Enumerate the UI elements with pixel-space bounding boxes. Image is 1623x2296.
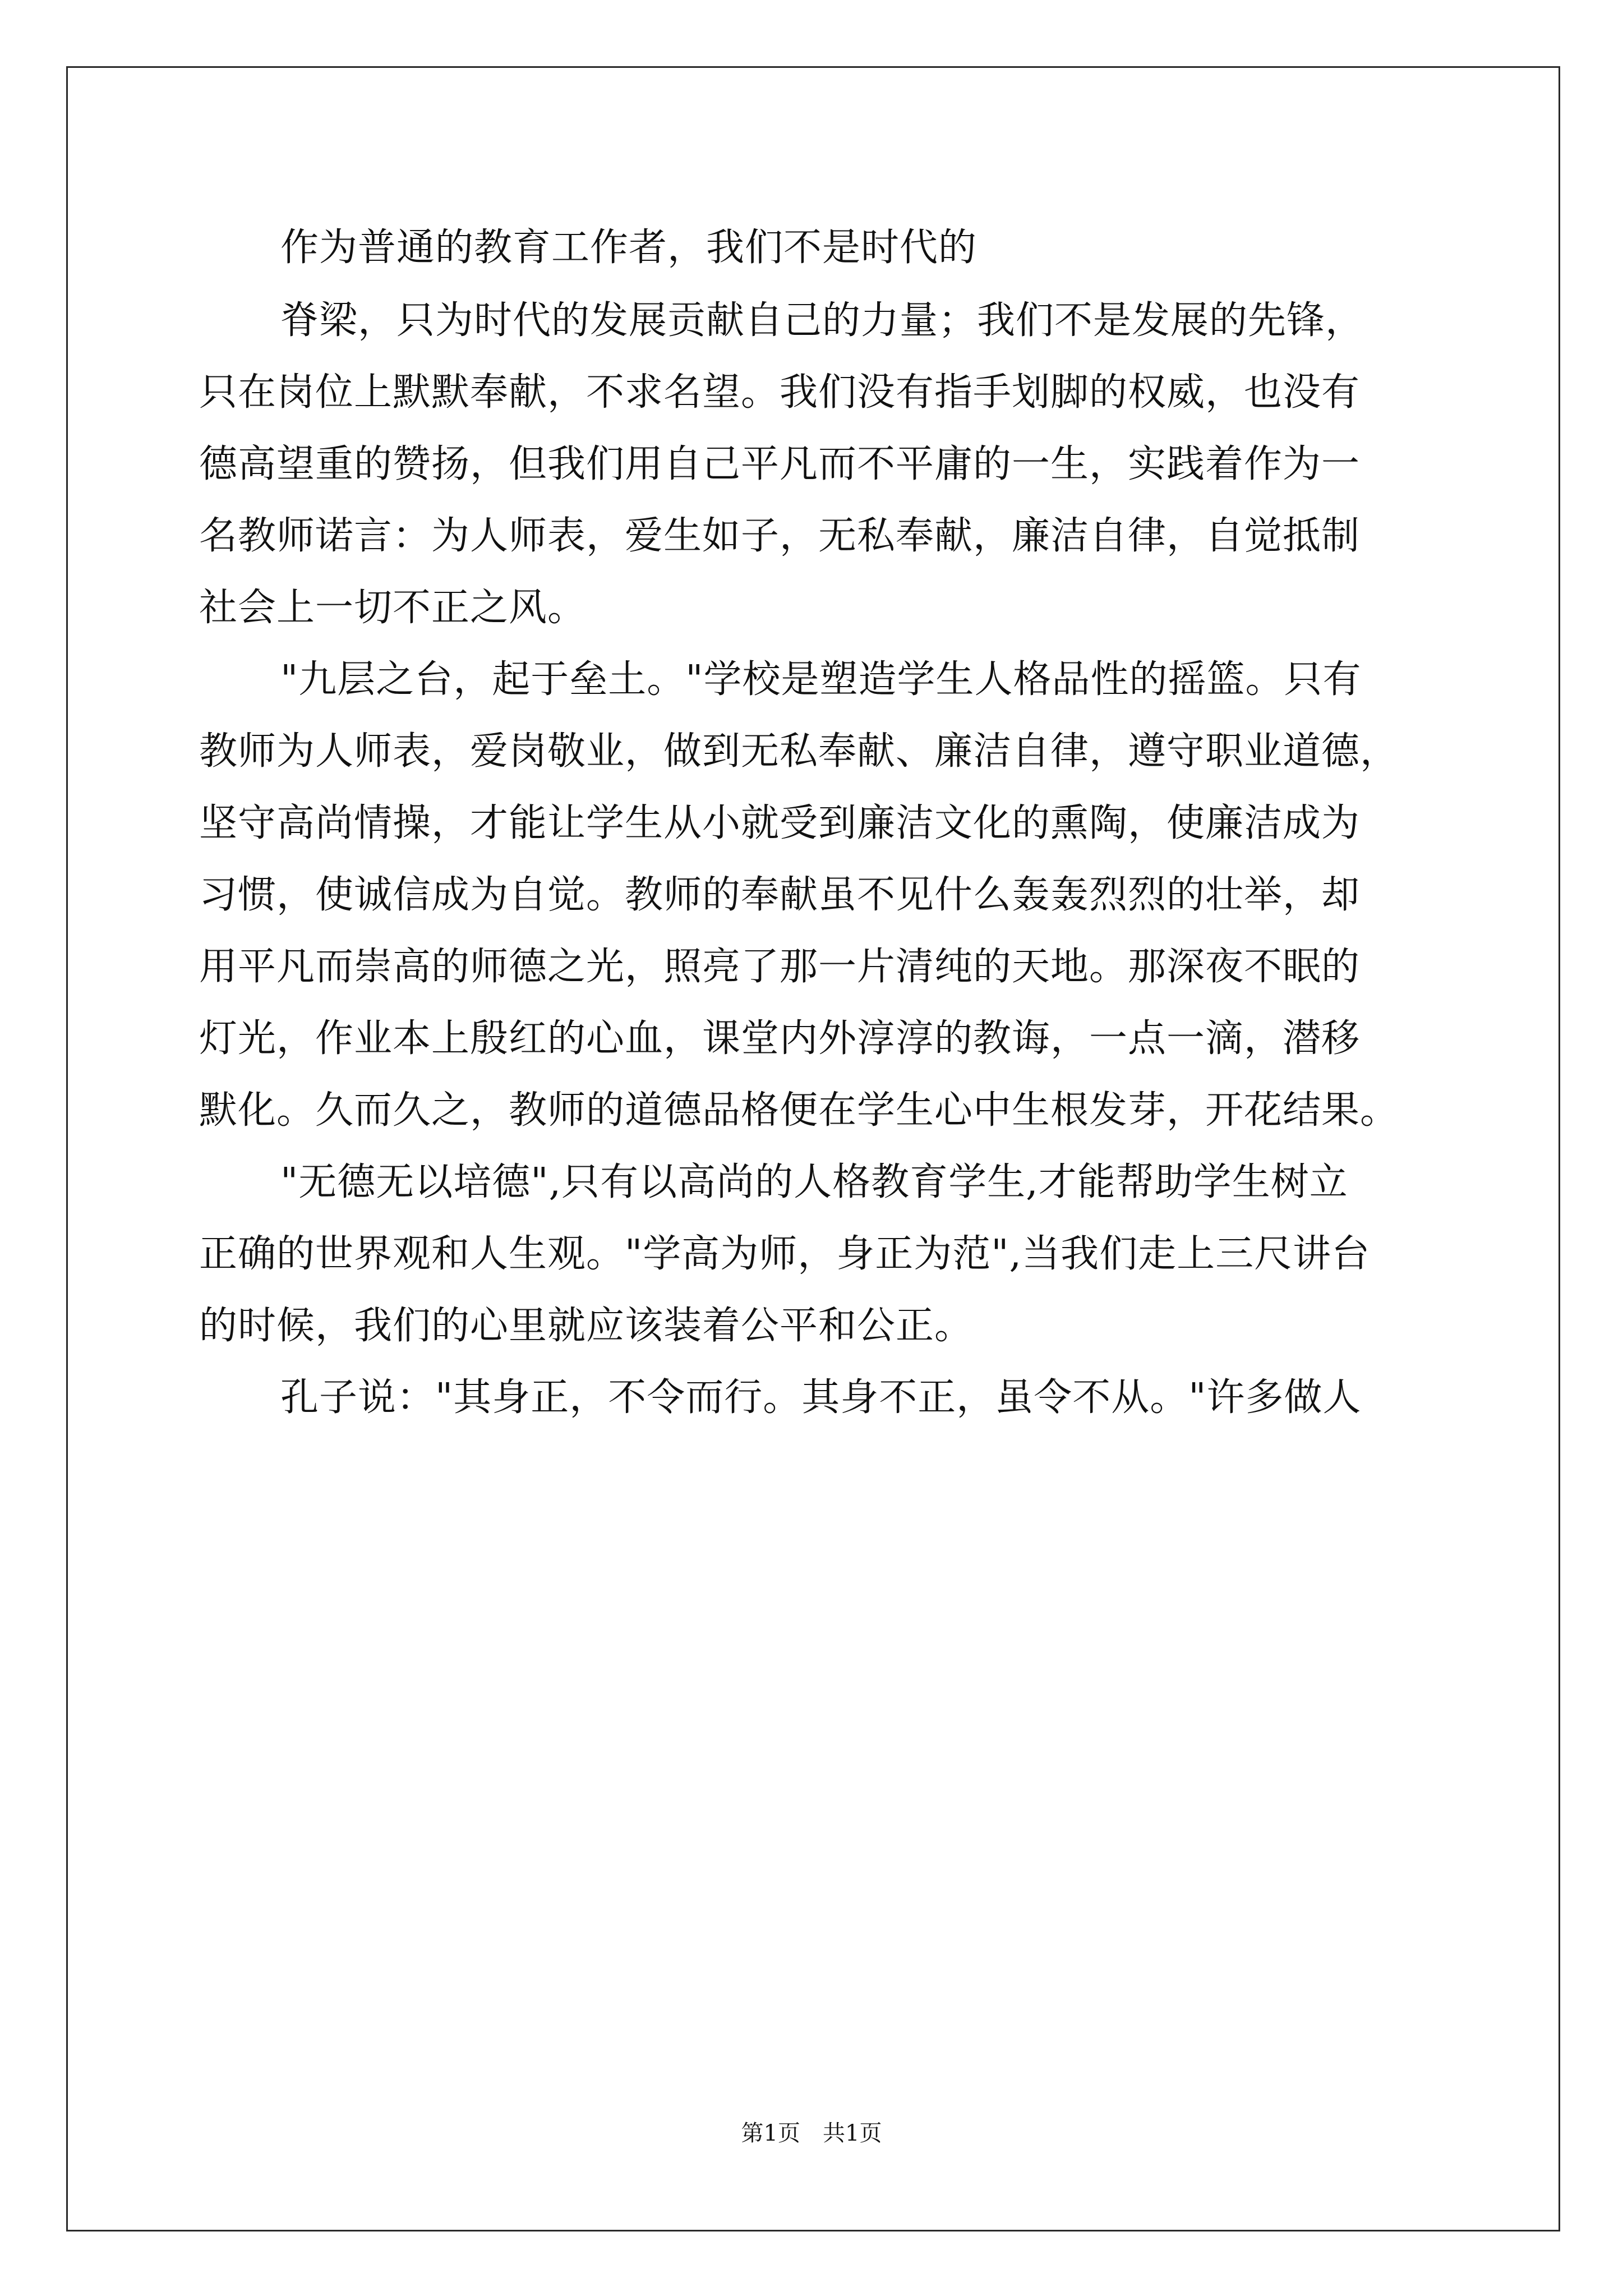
paragraph-3-line-4: 习惯，使诚信成为自觉。教师的奉献虽不见什么轰轰烈烈的壮举，却 <box>199 873 1361 917</box>
paragraph-4-line-2: 正确的世界观和人生观。"学高为师，身正为范",当我们走上三尺讲台 <box>199 1232 1371 1276</box>
paragraph-2-line-1: 脊梁，只为时代的发展贡献自己的力量；我们不是发展的先锋， <box>280 298 1364 343</box>
paragraph-3-line-7: 默化。久而久之，教师的道德品格便在学生心中生根发芽，开花结果。 <box>199 1088 1399 1133</box>
paragraph-3-line-2: 教师为人师表，爱岗敬业，做到无私奉献、廉洁自律，遵守职业道德， <box>199 729 1399 774</box>
paragraph-4-line-1: "无德无以培德",只有以高尚的人格教育学生,才能帮助学生树立 <box>280 1160 1348 1204</box>
paragraph-3-line-1: "九层之台，起于垒土。"学校是塑造学生人格品性的摇篮。只有 <box>280 657 1362 702</box>
paragraph-5-line-1: 孔子说："其身正，不令而行。其身不正，虽令不从。"许多做人 <box>280 1375 1362 1420</box>
paragraph-3-line-6: 灯光，作业本上殷红的心血，课堂内外淳淳的教诲，一点一滴，潜移 <box>199 1016 1361 1061</box>
paragraph-2-line-3: 德高望重的赞扬，但我们用自己平凡而不平庸的一生，实践着作为一 <box>199 442 1361 486</box>
page-number-footer: 第1页 共1页 <box>741 2120 882 2146</box>
paragraph-2-line-2: 只在岗位上默默奉献，不求名望。我们没有指手划脚的权威，也没有 <box>199 370 1361 415</box>
paragraph-2-line-4: 名教师诺言：为人师表，爱生如子，无私奉献，廉洁自律，自觉抵制 <box>199 514 1361 558</box>
paragraph-3-line-3: 坚守高尚情操，才能让学生从小就受到廉洁文化的熏陶，使廉洁成为 <box>199 801 1361 845</box>
paragraph-2-line-5: 社会上一切不正之风。 <box>199 586 587 630</box>
paragraph-3-line-5: 用平凡而崇高的师德之光，照亮了那一片清纯的天地。那深夜不眠的 <box>199 945 1361 989</box>
paragraph-1-line-1: 作为普通的教育工作者，我们不是时代的 <box>280 226 978 270</box>
paragraph-4-line-3: 的时候，我们的心里就应该装着公平和公正。 <box>199 1304 974 1348</box>
